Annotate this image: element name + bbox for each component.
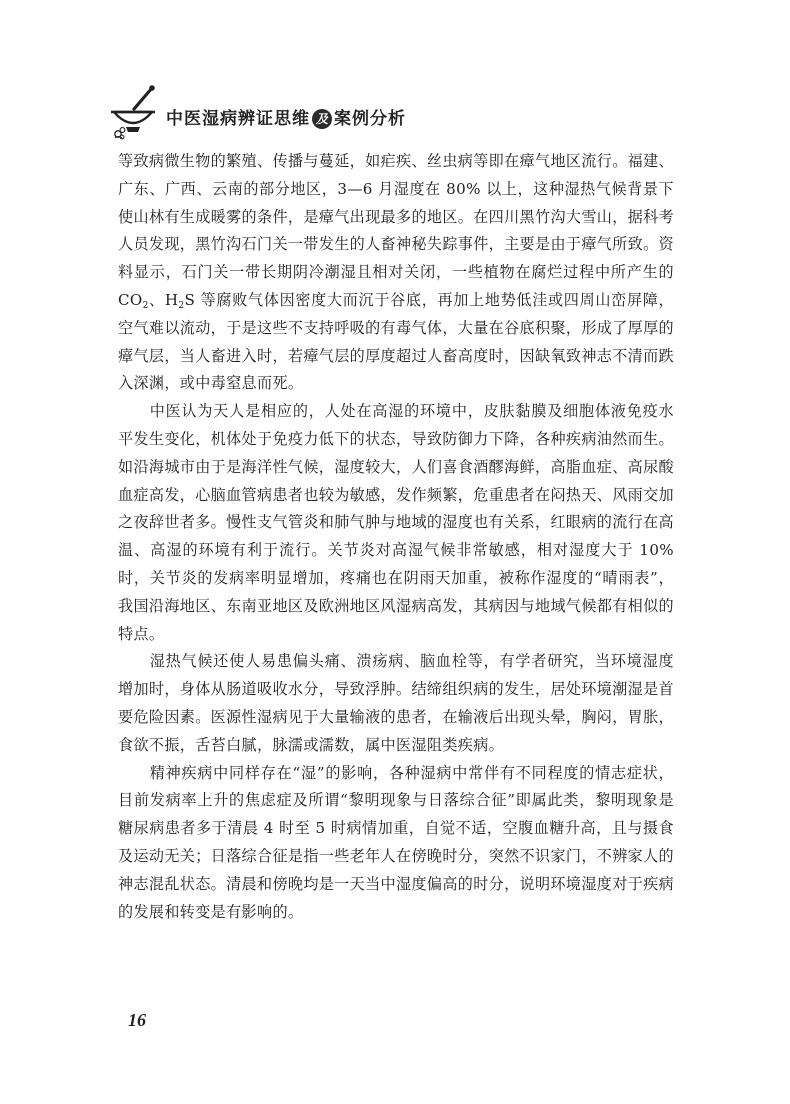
paragraph-4: 精神疾病中同样存在“湿”的影响，各种湿病中常伴有不同程度的情志症状，目前发病率上升的焦虑症及所谓“黎明现象与日落综合征”即属此类，黎明现象是糖尿病患者多于清晨 4 时至 5 时病情加重，自觉不适，空腹血糖升高，且与摄食及运动无关；日落综合征是指一些老年人在傍晚时分，突然不识家门，不辨家人的神志混乱状态。清晨和傍晚均是一天当中湿度偏高的时分，说明环境湿度对于疾病的发展和转变是有影响的。 (118, 763, 674, 921)
book-title (166, 104, 406, 129)
page-number: 16 (128, 1010, 146, 1030)
paragraph-1-text-a: 等致病微生物的繁殖、传播与蔓延，如疟疾、丝虫病等即在瘴气地区流行。福建、广东、广西、云南的部分地区，3—6 月湿度在 80% 以上，这种湿热气候背景下使山林有生成暖雾的条件，是瘴气出现最多的地区。在四川黑竹沟大雪山，据科考人员发现，黑竹沟石门关一带发生的人畜神秘失踪事件，主要是由于瘴气所致。资料显示，石门关一带长期阴冷潮湿且相对关闭，一些植物在腐烂过程中所产生的 CO (118, 152, 674, 309)
co2-subscript: 2 (142, 300, 149, 311)
paragraph-1-text-c: S 等腐败气体因密度大而沉于谷底，再加上地势低洼或四周山峦屏障，空气难以流动，于是这些不支持呼吸的有毒气体，大量在谷底积聚，形成了厚厚的瘴气层，当人畜进入时，若瘴气层的厚度超过人畜高度时，因缺氧致神志不清而跌入深渊，或中毒窒息而死。 (118, 290, 674, 393)
body-text (118, 148, 674, 926)
paragraph-2: 中医认为天人是相应的，人处在高湿的环境中，皮肤黏膜及细胞体液免疫水平发生变化，机体处于免疫力低下的状态，导致防御力下降，各种疾病油然而生。如沿海城市由于是海洋性气候，湿度较大，人们喜食酒醪海鲜，高脂血症、高尿酸血症高发，心脑血管病患者也较为敏感，发作频繁，危重患者在闷热天、风雨交加之夜辞世者多。慢性支气管炎和肺气肿与地域的湿度也有关系，红眼病的流行在高温、高湿的环境有利于流行。关节炎对高湿气候非常敏感，相对湿度大于 10% 时，关节炎的发病率明显增加，疼痛也在阴雨天加重，被称作湿度的“晴雨表”，我国沿海地区、东南亚地区及欧洲地区风湿病高发，其病因与地域气候都有相似的特点。 (118, 402, 674, 643)
paragraph-1 (118, 148, 674, 398)
running-header (106, 80, 436, 146)
book-title-part2: 案例分析 (334, 109, 406, 129)
paragraph-1-text-b: 、H (148, 290, 179, 309)
book-title-join-badge: 及 (312, 109, 332, 129)
book-title-part1: 中医湿病辨证思维 (166, 109, 310, 129)
paragraph-3: 湿热气候还使人易患偏头痛、溃疡病、脑血栓等，有学者研究，当环境湿度增加时，身体从肠道吸收水分，导致浮肿。结缔组织病的发生，居处环境潮湿是首要危险因素。医源性湿病见于大量输液的患者，在输液后出现头晕，胸闷，胃胀，食欲不振，舌苔白腻，脉濡或濡数，属中医湿阻类疾病。 (118, 652, 674, 754)
h2s-subscript: 2 (178, 300, 185, 311)
mortar-pestle-logo-icon (106, 82, 160, 142)
